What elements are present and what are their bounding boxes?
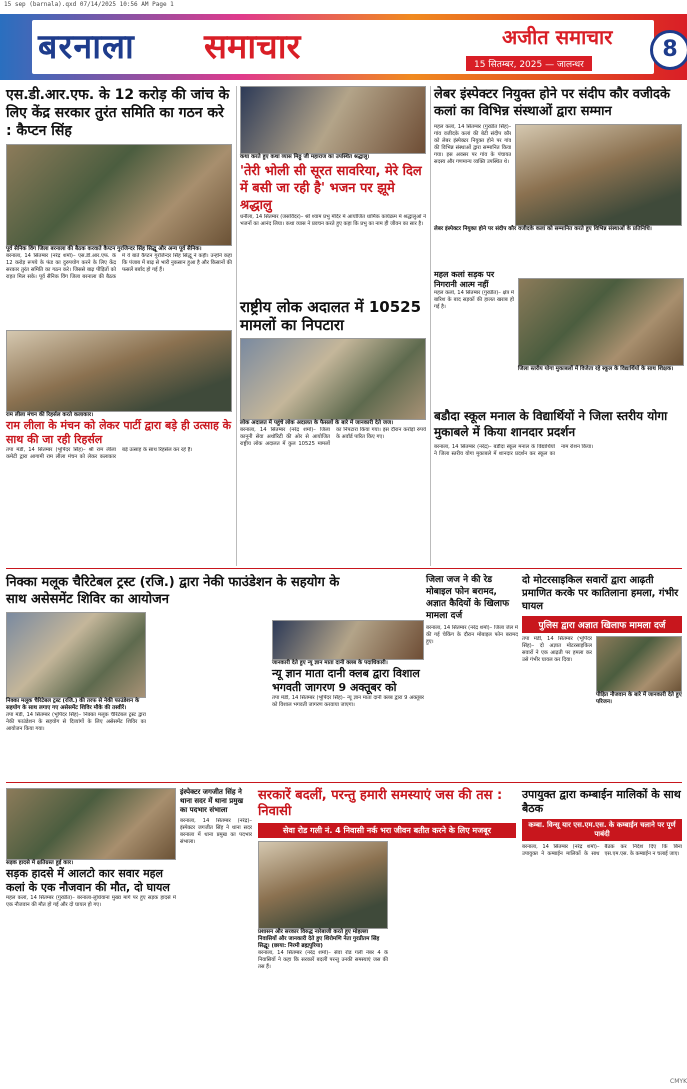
article-headline: जिला जज ने की रेड मोबाइल फोन बरामद, अज्ञात कैदियों के खिलाफ मामला दर्ज bbox=[426, 575, 510, 621]
article-bhajan bbox=[240, 86, 426, 286]
column-divider bbox=[430, 86, 431, 566]
article-body-continued bbox=[596, 706, 682, 786]
column-divider bbox=[236, 86, 237, 566]
photo-caption: निक्का मलूक चैरिटेबल ट्रस्ट (रजि.) की तरफ से नेकी फाउंडेशन के सहयोग के साथ लगाए गए असेसमेंट शिविर मौके की तस्वीरें। bbox=[6, 698, 140, 711]
print-slug: 15 sep (barnala).qxd 07/14/2025 10:56 AM Page 1 bbox=[4, 1, 174, 8]
article-headline: सरकारें बदलीं, परन्तु हमारी समस्याएं जस की तस : निवासी bbox=[258, 788, 503, 819]
brand-name: अजीत समाचार bbox=[502, 25, 613, 49]
photo-block bbox=[258, 841, 388, 1037]
article-body: महल कलां, 14 सितम्बर (गुरप्रीत)– बरनाला-लुधियाना मुख्य मार्ग पर हुए सड़क हादसे में एक नौजवान की मौत हो गई और दो घायल हो गए। bbox=[6, 895, 176, 908]
print-footer: CMYK bbox=[670, 1078, 687, 1085]
article-body: बरनाला, 14 सितम्बर (नरेंद्र)– बडौदा स्कूल मनाल के विद्यार्थियों ने जिला स्तरीय योगा मुकाबले में शानदार प्रदर्शन कर स्कूल का नाम रोशन किया। bbox=[434, 444, 594, 457]
article-body: बरनाला, 14 सितम्बर (नरेंद्र शर्मा)– जिला कानूनी सेवा अथॉरिटी की ओर से आयोजित राष्ट्रीय लोक अदालत में कुल 10525 मामलों का निपटारा किया गया। इस दौरान करोड़ों रुपये के अवॉर्ड पारित किए गए। bbox=[240, 427, 426, 447]
article-body: बरनाला, 14 सितम्बर (नरेंद्र शर्मा)– जिला जेल में की गई चेकिंग के दौरान मोबाइल फोन बरामद हुए। bbox=[426, 625, 518, 645]
article-headline: राष्ट्रीय लोक अदालत में 10525 मामलों का निपटारा bbox=[240, 298, 422, 334]
red-band: सेवा रोड गली नं. 4 निवासी नर्क भरा जीवन बतीत करने के लिए मजबूर bbox=[258, 823, 516, 838]
article-headline: दो मोटरसाइकिल सवारों द्वारा आढ़ती प्रमाणित करके पर कातिलाना हमला, गंभीर घायल bbox=[522, 575, 679, 612]
photo-caption: राम लीला मंचन की रिहर्सल करते कलाकार। bbox=[6, 412, 94, 418]
article-jail-raid bbox=[426, 574, 518, 775]
article-body: तपा मंडी, 14 सितम्बर (भूपिंदर सिंह)– श्री राम लीला कमेटी द्वारा आगामी राम लीला मंचन को लेकर कलाकार बड़े उत्साह के साथ रिहर्सल कर रहे हैं। bbox=[6, 447, 193, 460]
article-residents bbox=[258, 788, 516, 1037]
photo-caption: सड़क हादसे में क्षतिग्रस्त हुई कार। bbox=[6, 860, 74, 866]
photo-caption: जिला स्तरीय योगा मुकाबलों में विजेता रहे स्कूल के विद्यार्थियों के साथ शिक्षक। bbox=[518, 366, 674, 372]
dateline: 15 सितम्बर, 2025 — जालन्धर bbox=[466, 56, 592, 71]
article-ramleela bbox=[6, 330, 232, 545]
masthead-title-right: समाचार bbox=[204, 27, 301, 67]
photo-caption: पीड़ित नौजवान के बारे में जानकारी देते हुए परिजन। bbox=[596, 692, 682, 705]
article-photo bbox=[272, 620, 424, 660]
article-photo bbox=[515, 124, 682, 226]
article-body: महल कलां, 14 सितम्बर (गुरप्रीत)– क्षेत्र में बारिश के बाद सड़कों की हालत खराब हो गई है। bbox=[434, 290, 514, 310]
article-headline: लेबर इंस्पेक्टर नियुक्त होने पर संदीप कौर वजीदके कलां का विभिन्न संस्थाओं द्वारा सम्मान bbox=[434, 87, 670, 119]
photo-block bbox=[6, 612, 146, 808]
article-body: बरनाला, 14 सितम्बर (नरेंद्र शर्मा)– सेवा रोड गली नंबर 4 के निवासियों ने कहा कि सरकारें बदलीं परन्तु उनकी समस्याएं जस की तस हैं। bbox=[258, 950, 388, 970]
article-body-continued bbox=[392, 841, 516, 1037]
photo-block bbox=[596, 636, 682, 786]
article-body: बरनाला, 14 सितम्बर (नरेंद्र शर्मा)– उपायुक्त ने कम्बाईन मालिकों के साथ बैठक कर निर्देश दिए कि बिना एस.एम.एस. के कम्बाईन न चलाई जाए। bbox=[522, 844, 682, 857]
article-headline: न्यू ज्ञान माता दानी क्लब द्वारा विशाल भगवती जागरण 9 अक्तूबर को bbox=[272, 667, 420, 694]
article-body: तपा मंडी, 14 सितम्बर (भूपिंदर सिंह)– दो अज्ञात मोटरसाइकिल सवारों ने एक आढ़ती पर हमला कर उसे गंभीर घायल कर दिया। bbox=[522, 636, 592, 663]
article-jagran bbox=[272, 620, 424, 765]
article-headline: इंस्पेक्टर जगजीत सिंह ने थाना सदर में थाना प्रमुख का पदभार संभाला bbox=[180, 788, 244, 814]
photo-caption: लोक अदालत में पहुंचे लोक अदालत के फैसलों के बारे में जानकारी देते जज। bbox=[240, 420, 394, 426]
article-headline: सड़क हादसे में आलटो कार सवार महल कलां के एक नौजवान की मौत, दो घायल bbox=[6, 867, 170, 894]
article-photo bbox=[6, 612, 146, 698]
article-sdrf bbox=[6, 86, 232, 337]
article-body: तपा मंडी, 14 सितम्बर (भूपिंदर सिंह)– न्यू ज्ञान माता दानी क्लब द्वारा 9 अक्तूबर को विशाल भगवती जागरण करवाया जाएगा। bbox=[272, 695, 424, 708]
issue-city: जालन्धर bbox=[556, 60, 584, 70]
article-photo bbox=[258, 841, 388, 929]
article-layout bbox=[522, 636, 682, 786]
article-headline: उपायुक्त द्वारा कम्बाईन मालिकों के साथ बैठक bbox=[522, 788, 681, 815]
article-inspector bbox=[180, 788, 252, 1048]
masthead bbox=[0, 14, 687, 80]
yoga-photo bbox=[518, 278, 684, 366]
article-combine bbox=[522, 788, 682, 1054]
article-photo bbox=[240, 86, 426, 154]
section-rule bbox=[6, 568, 682, 569]
article-photo bbox=[240, 338, 426, 420]
article-yoga bbox=[434, 408, 682, 544]
article-photo bbox=[6, 144, 232, 246]
article-headline: महल कलां सड़क पर निगरानी आत्म नहीं bbox=[434, 270, 495, 289]
photo-caption: लेबर इंस्पेक्टर नियुक्त होने पर संदीप कौर वजीदके कलां को सम्मानित करते हुए विभिन्न संस्थाओं के प्रतिनिधि। bbox=[434, 226, 652, 232]
photo-caption: पूर्व सैनिक विंग जिला बरनाला की बैठक करवाते कैप्टन गुरजिन्दर सिंह सिद्धू और अन्य पूर्व सैनिक। bbox=[6, 246, 202, 252]
article-headline: एस.डी.आर.एफ. के 12 करोड़ की जांच के लिए केंद्र सरकार तुरंत समिति का गठन करे : कैप्टन सिंह bbox=[6, 87, 230, 139]
article-body: धनौला, 14 सितम्बर (जसविंदर)– श्री श्याम प्रभु मंदिर में आयोजित धार्मिक कार्यक्रम में श्रद्धालुओं ने भजनों का आनंद लिया। कथा व्यास ने प्रवचन करते हुए कहा कि प्रभु का नाम ही जीवन का सार है। bbox=[240, 214, 426, 227]
photo-caption: जानकारी देते हुए न्यू ज्ञान माता दानी क्लब के पदाधिकारी। bbox=[272, 660, 388, 666]
article-photo bbox=[6, 788, 176, 860]
photo-caption: कथा करते हुए कथा व्यास मिठ्ठू जी महाराज का उपस्थित श्रद्धालु। bbox=[240, 154, 370, 160]
masthead-box bbox=[32, 20, 678, 74]
article-accident bbox=[6, 788, 176, 1035]
article-headline: बडौदा स्कूल मनाल के विद्यार्थियों ने जिला स्तरीय योगा मुकाबले में किया शानदार प्रदर्शन bbox=[434, 409, 668, 439]
masthead-title-left: बरनाला bbox=[38, 27, 135, 67]
section-rule bbox=[6, 782, 682, 783]
page-number: 8 bbox=[650, 30, 687, 70]
article-layout bbox=[434, 124, 682, 226]
article-headline: 'तेरी भोली सी सूरत सावरिया, मेरे दिल में बसी जा रही है' भजन पर झूमे श्रद्धालु bbox=[240, 164, 422, 213]
article-photo bbox=[596, 636, 682, 692]
article-headline: निक्का मलूक चैरिटेबल ट्रस्ट (रजि.) द्वारा नेकी फाउंडेशन के सहयोग के साथ असेसमेंट शिविर का आयोजन bbox=[6, 575, 340, 607]
article-lok-adalat bbox=[240, 298, 426, 535]
article-layout bbox=[258, 841, 516, 1037]
article-attack bbox=[522, 574, 682, 786]
article-body: तपा मंडी, 14 सितम्बर (भूपिंदर सिंह)– निक्का मलूक चैरिटेबल ट्रस्ट द्वारा नेकी फाउंडेशन के सहयोग से दिव्यांगों के लिए असेसमेंट शिविर का आयोजन किया गया। bbox=[6, 712, 146, 732]
article-road bbox=[434, 270, 514, 410]
article-photo bbox=[6, 330, 232, 412]
article-body: महल कलां, 14 सितम्बर (गुरप्रीत सिंह)– गांव वजीदके कलां की बेटी संदीप कौर को लेबर इंस्पेक्टर नियुक्त होने पर गांव की विभिन्न संस्थाओं द्वारा सम्मानित किया गया। इस अवसर पर गांव के पंचायत सदस्य और गणमान्य व्यक्ति उपस्थित थे। bbox=[434, 124, 512, 165]
article-headline: राम लीला के मंचन को लेकर पार्टी द्वारा बड़े ही उत्साह के साथ की जा रही रिहर्सल bbox=[6, 419, 232, 446]
issue-date: 15 सितम्बर, 2025 bbox=[474, 60, 543, 70]
photo-caption: प्रशासन और सरकार विरुद्ध नारेबाजी करते हुए मोहल्ला निवासियों और जानकारी देते हुए शिरोमणि नेता गुरप्रीतम सिंह सिद्धू। (छाया: निरमी ब्रह्मपुरिया) bbox=[258, 929, 380, 949]
red-band: पुलिस द्वारा अज्ञात खिलाफ मामला दर्ज bbox=[522, 616, 682, 633]
article-labour-inspector bbox=[434, 86, 682, 233]
article-body: बरनाला, 14 सितम्बर (नरेंद्र शर्मा)– एस.डी.आर.एफ. के 12 करोड़ रूपये के फंड का दुरुपयोग करने के लिए केंद्र सरकार तुरंत समिति का गठन करे। जिससे बाढ़ पीड़ितों को राहत मिल सके। पूर्व सैनिक विंग जिला बरनाला की बैठक में ये बातें कैप्टन गुरजिन्दर सिंह सिद्धू ने कही। उन्होंने कहा कि पंजाब में बाढ़ से भारी नुकसान हुआ है और किसानों की फसलें बर्बाद हो गई हैं। bbox=[6, 253, 232, 280]
red-band: कम्बा. विन्सू यार एस.एम.एस. के कम्बाईन चलाने पर पूर्ण पाबंदी bbox=[522, 819, 682, 841]
article-body: बरनाला, 14 सितम्बर (नरेंद्र)– इंस्पेक्टर जगजीत सिंह ने थाना सदर बरनाला में थाना प्रमुख का पदभार संभाला। bbox=[180, 818, 252, 845]
